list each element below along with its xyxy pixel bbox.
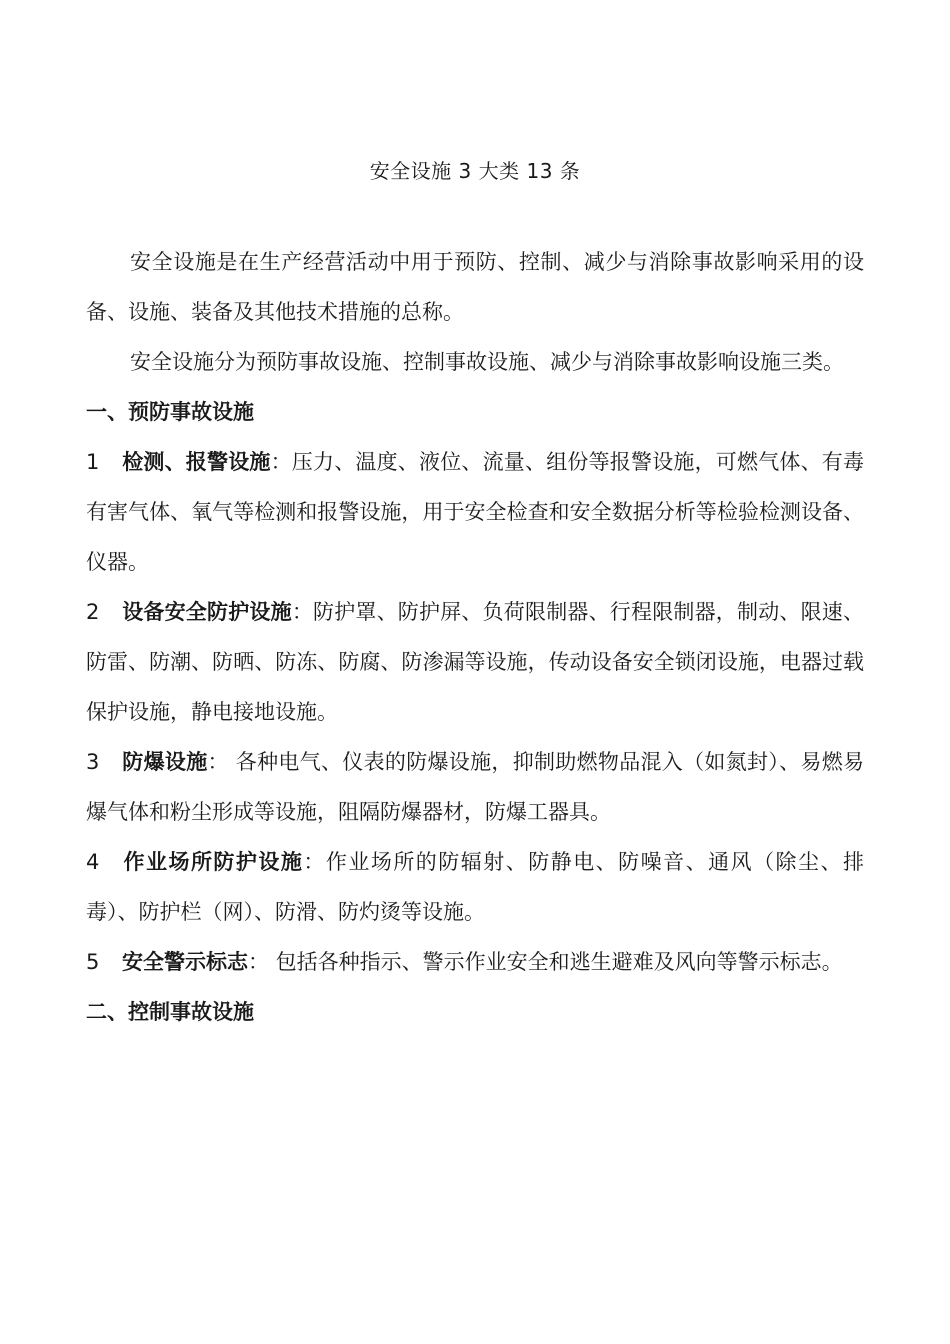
item-term: 检测、报警设施: [122, 450, 271, 474]
item-description: ：压力、温度、液位、流量、组份等报警设施，可燃气体、有毒有害气体、氧气等检测和报警设施，用于安全检查和安全数据分析等检验检测设备、仪器。: [86, 450, 865, 574]
list-item: [86, 837, 864, 937]
intro-paragraph-categories: 安全设施分为预防事故设施、控制事故设施、减少与消除事故影响设施三类。: [130, 350, 844, 374]
item-term: 防爆设施: [122, 750, 208, 774]
item-term: 设备安全防护设施: [122, 600, 292, 624]
item-description: ：作业场所的防辐射、防静电、防噪音、通风（除尘、排毒）、防护栏（网）、防滑、防灼烫等设施。: [86, 850, 865, 924]
item-term: 安全警示标志: [122, 950, 248, 974]
item-number: 1: [86, 450, 100, 474]
item-term: 作业场所防护设施: [122, 850, 304, 874]
list-item: [86, 737, 864, 837]
list-item: [86, 437, 864, 587]
item-number: 3: [86, 750, 100, 774]
list-item: [86, 587, 864, 737]
item-number: 5: [86, 950, 100, 974]
item-description: ：防护罩、防护屏、负荷限制器、行程限制器，制动、限速、防雷、防潮、防晒、防冻、防腐、防渗漏等设施，传动设备安全锁闭设施，电器过载保护设施，静电接地设施。: [86, 600, 865, 724]
item-number: 4: [86, 850, 100, 874]
item-number: 2: [86, 600, 100, 624]
section-heading-control: 二、控制事故设施: [86, 1000, 254, 1024]
item-description: ： 各种电气、仪表的防爆设施，抑制助燃物品混入（如氮封）、易燃易爆气体和粉尘形成等设施，阻隔防爆器材，防爆工器具。: [86, 750, 864, 824]
item-description: ： 包括各种指示、警示作业安全和逃生避难及风向等警示标志。: [248, 950, 843, 974]
document-title: 安全设施 3 大类 13 条: [369, 159, 581, 183]
list-item: [86, 937, 864, 987]
intro-paragraph-definition: 安全设施是在生产经营活动中用于预防、控制、减少与消除事故影响采用的设备、设施、装备及其他技术措施的总称。: [86, 250, 864, 324]
document-body: [86, 237, 864, 1037]
section-heading-prevention: 一、预防事故设施: [86, 400, 254, 424]
